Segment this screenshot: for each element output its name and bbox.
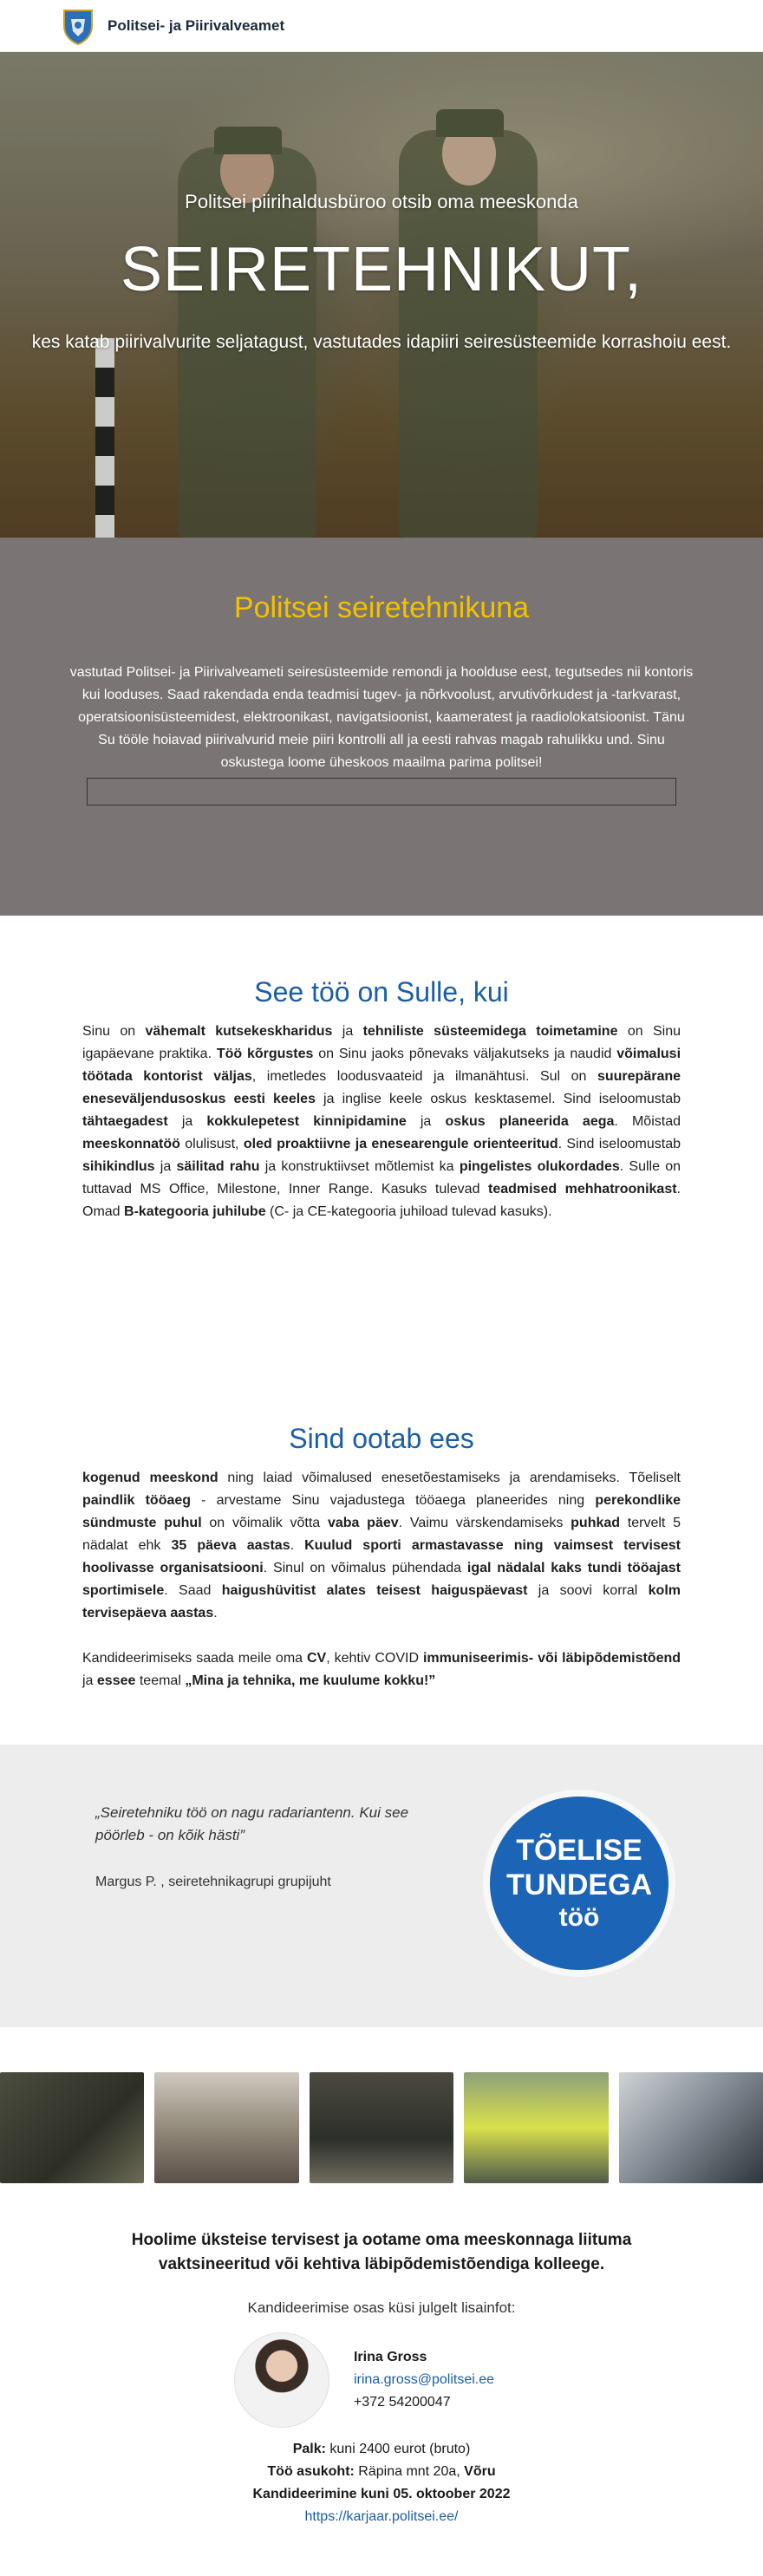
contact-email-link[interactable]: irina.gross@politsei.ee — [353, 2372, 495, 2387]
hero-banner — [0, 52, 763, 538]
contact-name: Irina Gross — [353, 2350, 427, 2364]
role-section — [0, 538, 763, 916]
contact-phone: +372 54200047 — [353, 2395, 451, 2410]
contact-ask: Kandideerimise osas küsi julgelt lisainfot: — [247, 2299, 516, 2316]
contact-section — [0, 2228, 763, 2537]
photo-family — [154, 2072, 298, 2183]
role-heading: Politsei seiretehnikuna — [233, 591, 530, 624]
content-section — [0, 916, 763, 1745]
role-text: vastutad Politsei- ja Piirivalveameti seiresüsteemide remondi ja hoolduse eest, tegutsedes nii kontoris kui looduses. Saad rakendada enda teadmisi tugev- ja nõrkvoolust, arvutivõrkudest ja -tarkvarast, operatsioonisüsteemidest, elektroonikast, navigatsioonist, kaameratest ja raadiolokatsioonist. Tänu Su tööle hoiavad piirivalvurid meie piiri kontrolli all ja eesti rahvas magab rahulikku und. Sinu oskustega loome üheskoos maailma parima politsei! — [69, 665, 694, 770]
quote-section — [0, 1745, 763, 2027]
salary-line: Palk: kuni 2400 eurot (bruto) — [292, 2442, 471, 2456]
job-facts — [0, 2438, 763, 2528]
avatar — [234, 2332, 329, 2428]
hero-subtitle: Politsei piirihaldusbüroo otsib oma meeskonda — [185, 191, 578, 212]
photo-officers-child — [310, 2072, 453, 2183]
offer-paragraph: kogenud meeskond ning laiad võimalused enesetõestamiseks ja arendamiseks. Tõeliselt paindlik tööaeg - arvestame Sinu vajadustega tööaega planeerides ning perekondlike sündmuste puhul on võimalik võtta vaba päev. Vaimu värskendamiseks puhkad tervelt 5 nädalat ehk 35 päeva aastas. Kuulud sporti armastavasse ning vaimsest tervisest hoolivasse organisatsiooni. Sinul on võimalus pühendada igal nädalal kaks tundi tööajast sportimisele. Saad haigushüvitist alates teisest haiguspäevast ja soovi korral kolm tervisepäeva aastas. — [82, 1471, 681, 1621]
badge-line: TÕELISE — [516, 1834, 642, 1867]
photo-patrol-officers — [464, 2072, 608, 2183]
site-header — [0, 0, 763, 52]
offer-heading: Sind ootab ees — [289, 1423, 474, 1454]
photo-helicopter-crew — [619, 2072, 763, 2183]
location-line: Töö asukoht: Räpina mnt 20a, Võru — [267, 2464, 496, 2479]
quote-author: Margus P. , seiretehnikagrupi grupijuht — [95, 1875, 331, 1889]
badge-line: TUNDEGA — [505, 1868, 653, 1901]
badge-line: töö — [558, 1903, 600, 1932]
contact-person — [0, 2332, 763, 2428]
photo-dog-handler — [0, 2072, 144, 2183]
deadline-line: Kandideerimine kuni 05. oktoober 2022 — [252, 2487, 511, 2501]
contact-headline: Hoolime üksteise tervisest ja ootame oma meeskonnaga liituma vaktsineeritud või kehtiva läbipõdemistõendiga kolleege. — [131, 2231, 632, 2273]
photo-strip — [0, 2027, 763, 2228]
empty-outline-box — [87, 778, 676, 805]
fit-paragraph: Sinu on vähemalt kutsekeskharidus ja tehniliste süsteemidega toimetamine on Sinu igapäevane praktika. Töö kõrgustes on Sinu jaoks põnevaks väljakutseks ja naudid võimalusi töötada kontorist väljas, imetledes loodusvaateid ja ilmanähtusi. Sul on suurepärane eneseväljendusoskus eesti keeles ja inglise keele oskus kesktasemel. Sind iseloomustab tähtaegadest ja kokkulepetest kinnipidamine ja oskus planeerida aega. Mõistad meeskonnatöö olulisust, oled proaktiivne ja enesearengule orienteeritud. Sind iseloomustab sihikindlus ja säilitad rahu ja konstruktiivset mõtlemist ka pingelistes olukordades. Sulle on tuttavad MS Office, Milestone, Inner Range. Kasuks tulevad teadmised mehhatroonikast. Omad B-kategooria juhilube (C- ja CE-kategooria juhiload tulevad kasuks). — [82, 1024, 681, 1219]
apply-paragraph: Kandideerimiseks saada meile oma CV, kehtiv COVID immuniseerimis- või läbipõdemistõend ja essee teemal „Mina ja tehnika, me kuulume kokku!” — [82, 1651, 681, 1688]
brand-name[interactable]: Politsei- ja Piirivalveamet — [108, 16, 285, 34]
hero-title: SEIRETEHNIKUT, — [120, 235, 643, 304]
campaign-badge — [490, 1797, 668, 1970]
career-site-link[interactable]: https://karjaar.politsei.ee/ — [304, 2509, 459, 2524]
contact-info — [354, 2346, 494, 2414]
fit-heading: See töö on Sulle, kui — [254, 976, 509, 1008]
hero-description: kes katab piirivalvurite seljatagust, vastutades idapiiri seiresüsteemide korrashoiu eest. — [31, 332, 732, 352]
police-crest-logo-icon[interactable] — [61, 7, 95, 45]
quote-text: „Seiretehniku töö on nagu radariantenn. Kui see pöörleb - on kõik hästi” — [95, 1804, 409, 1843]
